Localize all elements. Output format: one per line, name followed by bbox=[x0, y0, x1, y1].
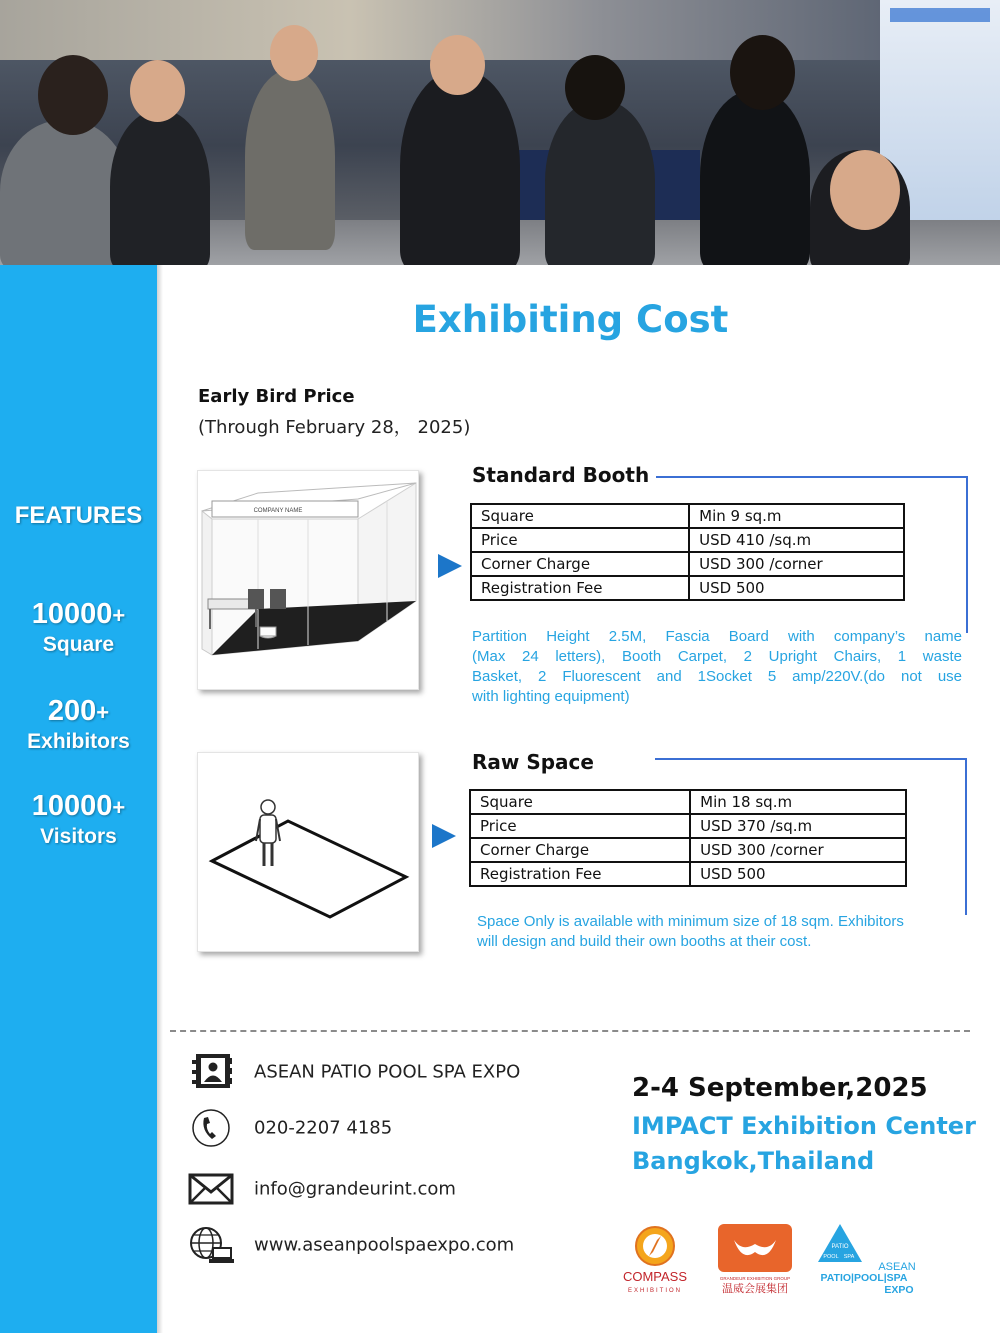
stat-number: 10000 bbox=[31, 790, 113, 822]
desc-line: Basket, 2 Fluorescent and 1Socket 5 amp/220V.(do not use bbox=[472, 668, 962, 685]
raw-space-arrow-icon bbox=[432, 824, 456, 848]
stat-label: Exhibitors bbox=[27, 730, 130, 753]
row-label: Price bbox=[471, 528, 689, 552]
visitor-head bbox=[38, 55, 108, 135]
visitor-head bbox=[830, 150, 900, 230]
row-label: Registration Fee bbox=[471, 576, 689, 600]
standard-booth-description bbox=[472, 627, 962, 707]
fascia-company-name: COMPANY NAME bbox=[253, 508, 303, 514]
visitor-head bbox=[270, 25, 318, 81]
visitor-head bbox=[130, 60, 185, 122]
booth-sign bbox=[890, 8, 990, 22]
raw-space-description bbox=[477, 912, 967, 952]
table-row bbox=[470, 814, 906, 838]
dashed-divider bbox=[170, 1030, 970, 1032]
row-value: USD 370 /sq.m bbox=[690, 814, 906, 838]
web-icon bbox=[188, 1225, 234, 1265]
stat-number: 200 bbox=[47, 695, 97, 727]
aps-triangle-pool: POOL bbox=[823, 1254, 839, 1260]
row-value: Min 9 sq.m bbox=[689, 504, 904, 528]
contact-card-icon bbox=[188, 1052, 234, 1092]
row-value: USD 300 /corner bbox=[690, 838, 906, 862]
phone-icon bbox=[188, 1108, 234, 1148]
visitor-head bbox=[730, 35, 795, 110]
compass-subtitle: EXHIBITION bbox=[627, 1288, 683, 1294]
desc-line: will design and build their own booths at their cost. bbox=[477, 933, 812, 950]
row-label: Square bbox=[471, 504, 689, 528]
table-row bbox=[470, 790, 906, 814]
aps-wordline: PATIO|POOL|SPA bbox=[820, 1272, 908, 1284]
table-row bbox=[471, 576, 904, 600]
standard-booth-image bbox=[197, 470, 419, 690]
visitor bbox=[245, 70, 335, 250]
raw-space-table bbox=[469, 789, 907, 887]
row-label: Corner Charge bbox=[471, 552, 689, 576]
table-row bbox=[471, 528, 904, 552]
hall-ceiling bbox=[0, 0, 1000, 60]
stat-exhibitors bbox=[0, 695, 157, 755]
stat-visitors bbox=[0, 790, 157, 850]
grandeur-subtitle: GRANDEUR EXHIBITION GROUP bbox=[719, 1276, 791, 1281]
table-row bbox=[470, 862, 906, 886]
email-address[interactable]: info@grandeurint.com bbox=[254, 1178, 456, 1200]
visitor-head bbox=[430, 35, 485, 95]
asean-patio-pool-spa-logo-mark bbox=[812, 1222, 920, 1298]
stat-plus: + bbox=[112, 795, 126, 820]
desc-line: Space Only is available with minimum size of 18 sqm. Exhibitors bbox=[477, 913, 904, 930]
aps-triangle-patio: PATIO bbox=[831, 1244, 849, 1250]
event-venue: IMPACT Exhibition Center bbox=[632, 1112, 976, 1140]
visitor bbox=[545, 100, 655, 265]
standard-booth-illustration bbox=[198, 471, 420, 691]
stat-label: Visitors bbox=[40, 825, 117, 848]
visitor-head bbox=[565, 55, 625, 120]
row-label: Corner Charge bbox=[470, 838, 690, 862]
organizer-name: ASEAN PATIO POOL SPA EXPO bbox=[254, 1061, 521, 1083]
standard-booth-arrow-icon bbox=[438, 554, 462, 578]
row-label: Price bbox=[470, 814, 690, 838]
event-date: 2-4 September,2025 bbox=[632, 1073, 928, 1103]
compass-logo bbox=[615, 1222, 695, 1297]
standard-booth-title: Standard Booth bbox=[472, 463, 650, 487]
row-label: Square bbox=[470, 790, 690, 814]
early-bird-label: Early Bird Price bbox=[198, 386, 355, 407]
asean-patio-pool-spa-logo bbox=[812, 1222, 920, 1298]
page-title: Exhibiting Cost bbox=[412, 298, 729, 341]
visitor bbox=[700, 90, 810, 265]
aps-triangle-spa: SPA bbox=[843, 1254, 855, 1260]
stat-square bbox=[0, 598, 157, 658]
raw-space-title: Raw Space bbox=[472, 750, 594, 774]
standard-booth-table bbox=[470, 503, 905, 601]
sidebar-shadow bbox=[157, 265, 163, 1333]
aps-expo: EXPO bbox=[884, 1284, 914, 1296]
table-row bbox=[471, 552, 904, 576]
row-value: USD 300 /corner bbox=[689, 552, 904, 576]
desc-line: Partition Height 2.5M, Fascia Board with company’s name bbox=[472, 628, 962, 645]
table-row bbox=[471, 504, 904, 528]
compass-wordmark: COMPASS bbox=[622, 1269, 688, 1284]
raw-space-image bbox=[197, 752, 419, 952]
early-bird-date: (Through February 28， 2025) bbox=[198, 417, 471, 438]
stat-plus: + bbox=[112, 603, 126, 628]
grandeur-logo-mark bbox=[712, 1222, 798, 1298]
aps-asean: ASEAN bbox=[878, 1261, 916, 1273]
row-value: USD 500 bbox=[690, 862, 906, 886]
phone-number[interactable]: 020-2207 4185 bbox=[254, 1117, 393, 1139]
row-value: USD 500 bbox=[689, 576, 904, 600]
row-value: USD 410 /sq.m bbox=[689, 528, 904, 552]
table-row bbox=[470, 838, 906, 862]
features-title: FEATURES bbox=[14, 502, 143, 529]
header-photo bbox=[0, 0, 1000, 265]
event-city: Bangkok,Thailand bbox=[632, 1147, 875, 1175]
stat-number: 10000 bbox=[31, 598, 113, 630]
grandeur-chinese-name: 温威会展集团 bbox=[722, 1282, 788, 1295]
desc-line: (Max 24 letters), Booth Carpet, 2 Upright Chairs, 1 waste bbox=[472, 648, 962, 665]
raw-space-illustration bbox=[198, 753, 420, 953]
row-value: Min 18 sq.m bbox=[690, 790, 906, 814]
stat-label: Square bbox=[42, 633, 115, 656]
stat-plus: + bbox=[96, 700, 110, 725]
row-label: Registration Fee bbox=[470, 862, 690, 886]
visitor bbox=[110, 110, 210, 265]
website-url[interactable]: www.aseanpoolspaexpo.com bbox=[254, 1234, 515, 1256]
visitor bbox=[400, 70, 520, 265]
compass-logo-mark bbox=[615, 1222, 695, 1297]
grandeur-logo bbox=[712, 1222, 798, 1298]
desc-line: with lighting equipment) bbox=[472, 688, 630, 705]
mail-icon bbox=[188, 1169, 234, 1209]
